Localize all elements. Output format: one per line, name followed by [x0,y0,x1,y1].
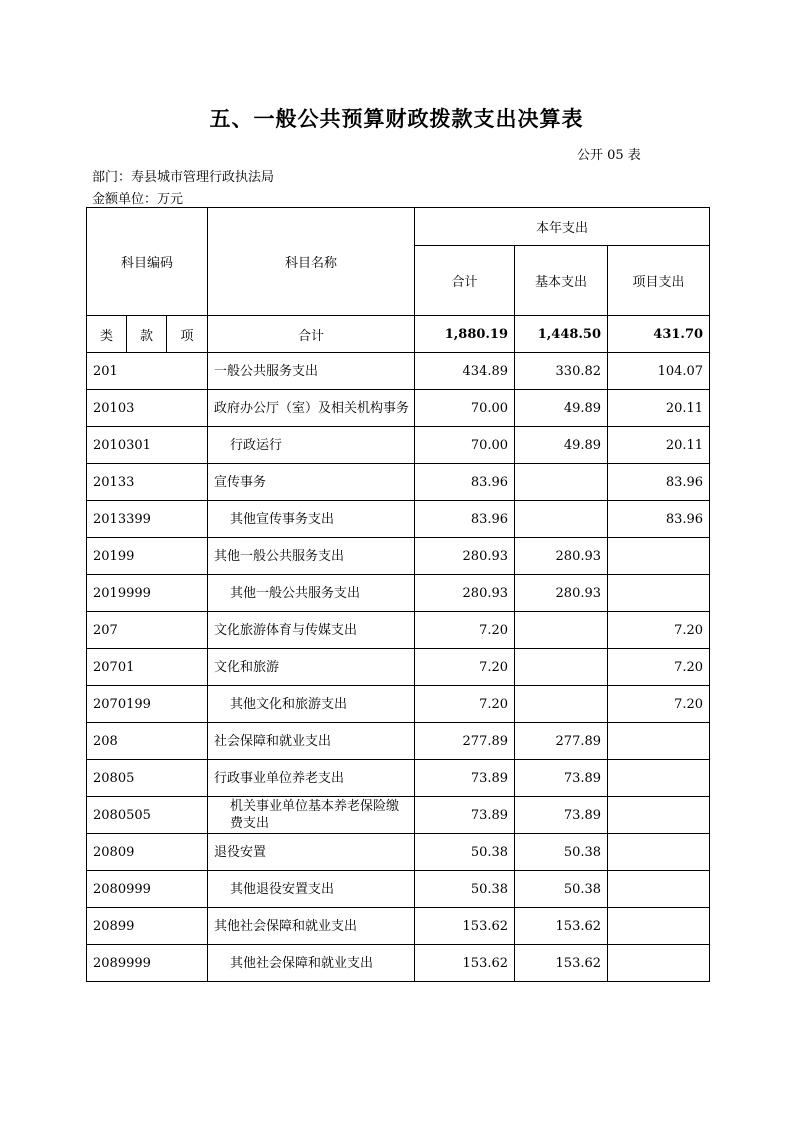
row-name: 机关事业单位基本养老保险缴费支出 [208,797,415,834]
row-project [608,834,710,871]
row-total: 73.89 [415,797,515,834]
row-total: 280.93 [415,538,515,575]
row-basic [515,501,608,538]
table-row [87,945,710,982]
row-basic: 50.38 [515,871,608,908]
row-basic: 330.82 [515,353,608,390]
row-basic [515,464,608,501]
form-number: 公开 05 表 [577,148,641,163]
row-code: 201 [87,353,208,390]
header-lei: 类 [87,316,127,353]
row-project: 20.11 [608,390,710,427]
row-total: 7.20 [415,686,515,723]
row-name: 其他一般公共服务支出 [208,538,415,575]
row-code: 2010301 [87,427,208,464]
row-project [608,538,710,575]
header-basic: 基本支出 [515,246,608,316]
header-project: 项目支出 [608,246,710,316]
row-name: 文化旅游体育与传媒支出 [208,612,415,649]
row-code: 208 [87,723,208,760]
total-row-project: 431.70 [608,316,710,353]
header-xiang: 项 [167,316,208,353]
table-row [87,649,710,686]
row-name: 其他社会保障和就业支出 [208,908,415,945]
table-row [87,501,710,538]
row-code: 207 [87,612,208,649]
row-basic: 280.93 [515,538,608,575]
row-code: 20805 [87,760,208,797]
row-code: 2080999 [87,871,208,908]
row-total: 7.20 [415,649,515,686]
total-row-basic: 1,448.50 [515,316,608,353]
row-basic: 49.89 [515,390,608,427]
table-row [87,390,710,427]
row-basic [515,649,608,686]
row-total: 153.62 [415,908,515,945]
row-total: 70.00 [415,427,515,464]
row-project: 83.96 [608,464,710,501]
row-project [608,871,710,908]
row-basic: 50.38 [515,834,608,871]
total-row-total: 1,880.19 [415,316,515,353]
row-name: 宣传事务 [208,464,415,501]
row-project [608,575,710,612]
row-project: 7.20 [608,612,710,649]
row-basic: 280.93 [515,575,608,612]
table-row [87,908,710,945]
amount-unit-label: 金额单位：万元 [92,192,184,207]
page-title: 五、一般公共预算财政拨款支出决算表 [209,106,584,131]
header-kuan: 款 [127,316,167,353]
table-row [87,760,710,797]
row-code: 20809 [87,834,208,871]
row-project: 104.07 [608,353,710,390]
row-project: 83.96 [608,501,710,538]
table-row [87,464,710,501]
row-code: 20899 [87,908,208,945]
row-code: 2070199 [87,686,208,723]
table-row [87,427,710,464]
row-total: 434.89 [415,353,515,390]
row-project: 20.11 [608,427,710,464]
row-name: 其他宣传事务支出 [208,501,415,538]
header-current-year: 本年支出 [415,208,710,246]
row-basic: 153.62 [515,908,608,945]
row-basic [515,612,608,649]
row-name: 政府办公厅（室）及相关机构事务 [208,390,415,427]
row-project [608,945,710,982]
row-name: 社会保障和就业支出 [208,723,415,760]
table-row [87,797,710,834]
header-total: 合计 [415,246,515,316]
row-total: 83.96 [415,501,515,538]
row-basic: 73.89 [515,797,608,834]
row-basic: 277.89 [515,723,608,760]
table-row [87,871,710,908]
row-code: 2013399 [87,501,208,538]
total-row-name: 合计 [208,316,415,353]
expenditure-table [86,207,710,982]
row-basic [515,686,608,723]
table-row [87,575,710,612]
table-row [87,723,710,760]
row-name: 其他一般公共服务支出 [208,575,415,612]
row-code: 20701 [87,649,208,686]
header-subject-code: 科目编码 [87,208,208,316]
row-total: 50.38 [415,834,515,871]
row-total: 277.89 [415,723,515,760]
row-total: 7.20 [415,612,515,649]
row-total: 73.89 [415,760,515,797]
row-project [608,908,710,945]
row-name: 文化和旅游 [208,649,415,686]
row-project: 7.20 [608,649,710,686]
row-name: 行政事业单位养老支出 [208,760,415,797]
total-row [87,316,710,353]
row-code: 20199 [87,538,208,575]
table-row [87,834,710,871]
row-project [608,723,710,760]
row-name: 其他退役安置支出 [208,871,415,908]
row-project [608,760,710,797]
row-total: 280.93 [415,575,515,612]
row-name: 退役安置 [208,834,415,871]
table-row [87,612,710,649]
row-name: 其他文化和旅游支出 [208,686,415,723]
row-basic: 153.62 [515,945,608,982]
row-code: 2089999 [87,945,208,982]
row-basic: 73.89 [515,760,608,797]
department-label: 部门：寿县城市管理行政执法局 [92,170,275,185]
row-name: 其他社会保障和就业支出 [208,945,415,982]
row-total: 70.00 [415,390,515,427]
table-row [87,353,710,390]
row-basic: 49.89 [515,427,608,464]
row-name: 一般公共服务支出 [208,353,415,390]
row-code: 20133 [87,464,208,501]
row-code: 2019999 [87,575,208,612]
table-row [87,686,710,723]
row-name: 行政运行 [208,427,415,464]
row-code: 20103 [87,390,208,427]
header-subject-name: 科目名称 [208,208,415,316]
row-total: 83.96 [415,464,515,501]
row-total: 50.38 [415,871,515,908]
row-project [608,797,710,834]
row-project: 7.20 [608,686,710,723]
row-code: 2080505 [87,797,208,834]
row-total: 153.62 [415,945,515,982]
table-row [87,538,710,575]
